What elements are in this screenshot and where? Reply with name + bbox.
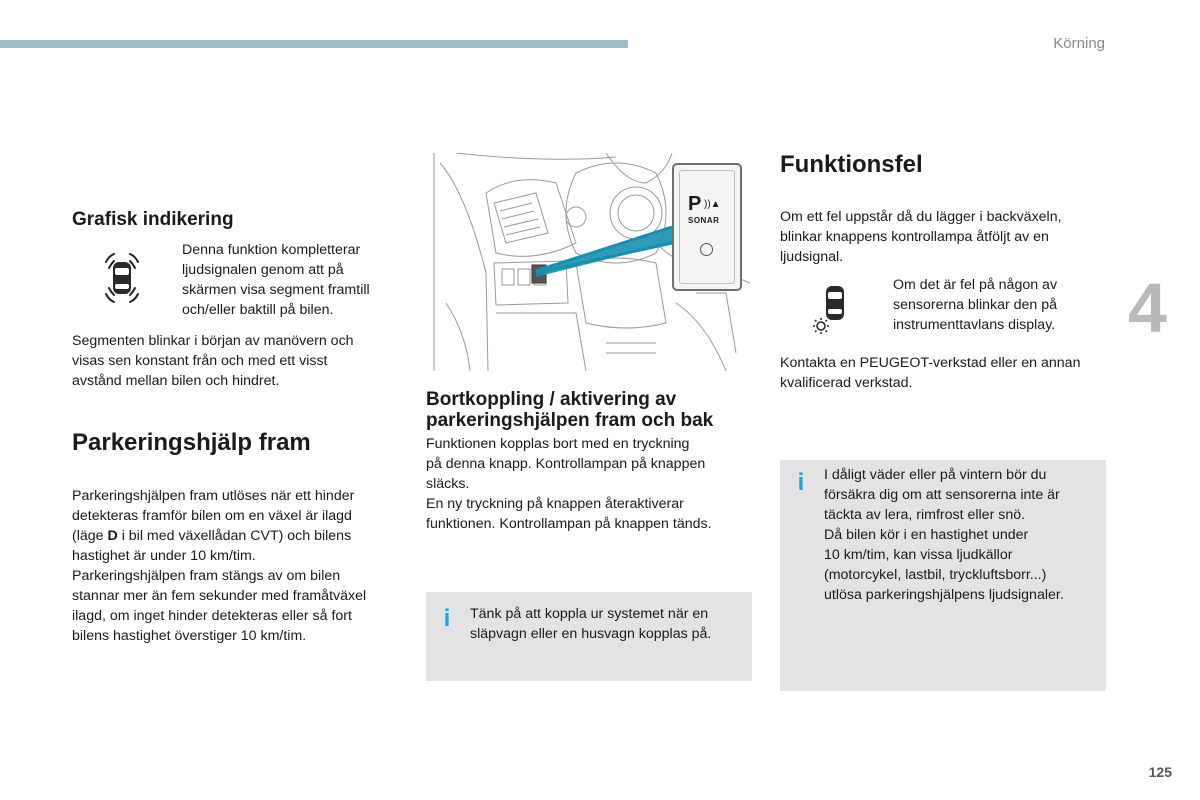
info-icon: i — [797, 469, 805, 496]
parking-display-icon — [100, 248, 144, 308]
sonar-wave-icon: ))▲ — [704, 199, 721, 210]
grafisk-side-line: skärmen visa segment framtill — [182, 282, 370, 298]
bortkoppling-para-line: En ny tryckning på knappen återaktiverar — [426, 496, 684, 512]
chapter-label: Körning — [1053, 35, 1105, 52]
front-para-line: Parkeringshjälpen fram utlöses när ett hinder — [72, 488, 355, 504]
info-line: utlösa parkeringshjälpens ljudsignaler. — [824, 587, 1064, 603]
front-para-line: (läge D i bil med växellådan CVT) och bilens — [72, 528, 352, 544]
sonar-label: SONAR — [688, 216, 720, 225]
front-para-line: Parkeringshjälpen fram stängs av om bilen — [72, 568, 341, 584]
sonar-p-label: P — [688, 193, 702, 215]
section-heading-funktionsfel: Funktionsfel — [780, 151, 923, 178]
info-line: försäkra dig om att sensorerna inte är — [824, 487, 1060, 503]
funktionsfel-side-line: Om det är fel på någon av — [893, 277, 1058, 293]
front-para-line: ilagd, om inget hinder detekteras eller så fort — [72, 608, 352, 624]
info-line: 10 km/tim, kan vissa ljudkällor — [824, 547, 1013, 563]
info-line: Tänk på att koppla ur systemet när en — [470, 606, 709, 622]
grafisk-side-line: ljudsignalen genom att på — [182, 262, 344, 278]
header-accent-bar — [0, 40, 628, 48]
grafisk-para-line: avstånd mellan bilen och hindret. — [72, 373, 280, 389]
grafisk-side-line: Denna funktion kompletterar — [182, 242, 361, 258]
front-para-line: stannar mer än fem sekunder med framåtväxel — [72, 588, 367, 604]
info-box-trailer — [426, 592, 752, 681]
chapter-number: 4 — [1128, 269, 1167, 347]
info-line: täckta av lera, rimfrost eller snö. — [824, 507, 1026, 523]
bortkoppling-para-line: Funktionen kopplas bort med en tryckning — [426, 436, 690, 452]
funktionsfel-para-line: Om ett fel uppstår då du lägger i backväxeln, — [780, 209, 1062, 225]
info-line: I dåligt väder eller på vintern bör du — [824, 467, 1047, 483]
funktionsfel-side-line: instrumenttavlans display. — [893, 317, 1056, 333]
funktionsfel-side-line: sensorerna blinkar den på — [893, 297, 1058, 313]
bortkoppling-para-line: funktionen. Kontrollampan på knappen tänds. — [426, 516, 712, 532]
indicator-lamp-icon — [700, 243, 713, 256]
info-icon: i — [443, 605, 451, 632]
info-line: Då bilen kör i en hastighet under — [824, 527, 1029, 543]
page-number: 125 — [1148, 764, 1172, 780]
funktionsfel-para-line: blinkar knappens kontrollampa åtföljt av en — [780, 229, 1049, 245]
funktionsfel-para2-line: kvalificerad verkstad. — [780, 375, 913, 391]
info-line: släpvagn eller en husvagn kopplas på. — [470, 626, 712, 642]
sensor-fault-icon — [810, 282, 854, 342]
front-para-line: bilens hastighet överstiger 10 km/tim. — [72, 628, 307, 644]
funktionsfel-para2-line: Kontakta en PEUGEOT-verkstad eller en annan — [780, 355, 1081, 371]
funktionsfel-para-line: ljudsignal. — [780, 249, 844, 265]
section-heading-front: Parkeringshjälp fram — [72, 429, 311, 456]
grafisk-para-line: visas sen konstant från och med ett visst — [72, 353, 328, 369]
section-heading-grafisk: Grafisk indikering — [72, 209, 234, 230]
bortkoppling-para-line: släcks. — [426, 476, 470, 492]
info-box-weather — [780, 460, 1106, 691]
grafisk-side-line: och/eller baktill på bilen. — [182, 302, 334, 318]
front-para-line: detekteras framför bilen om en växel är ilagd — [72, 508, 352, 524]
sonar-button-illustration — [672, 163, 742, 291]
info-line: (motorcykel, lastbil, tryckluftsborr...) — [824, 567, 1047, 583]
bortkoppling-para-line: på denna knapp. Kontrollampan på knappen — [426, 456, 706, 472]
section-heading-bortkoppling: parkeringshjälpen fram och bak — [426, 410, 714, 431]
front-para-line: hastighet är under 10 km/tim. — [72, 548, 256, 564]
grafisk-para-line: Segmenten blinkar i början av manövern och — [72, 333, 354, 349]
section-heading-bortkoppling: Bortkoppling / aktivering av — [426, 389, 677, 410]
